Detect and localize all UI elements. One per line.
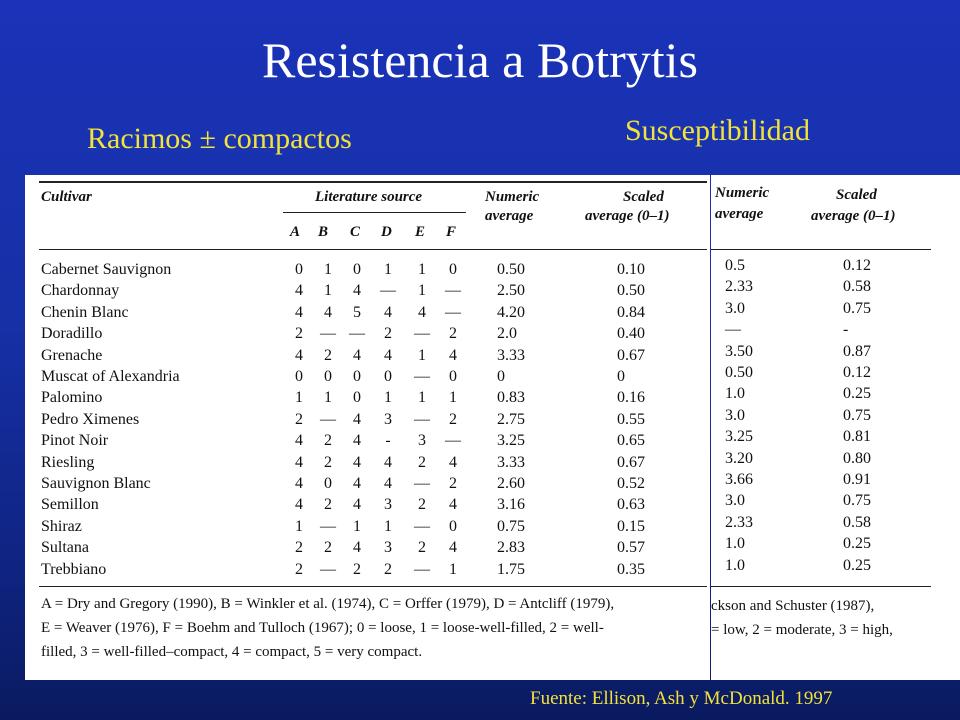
- subtitle-susceptibility: Susceptibilidad: [625, 114, 810, 147]
- source-score-f: 0: [449, 368, 457, 385]
- susceptibility-scaled: 0.25: [843, 556, 871, 574]
- source-score-b: 0: [324, 368, 332, 385]
- table-row: [25, 409, 710, 430]
- table-row: [25, 537, 710, 558]
- source-score-d: —: [380, 282, 396, 300]
- numeric-average: 0: [497, 368, 505, 385]
- subtitle-cluster-compactness: Racimos ± compactos: [87, 122, 352, 155]
- susceptibility-numeric: 3.0: [725, 406, 745, 424]
- source-score-a: 1: [295, 389, 303, 407]
- susceptibility-scaled: 0.75: [843, 406, 871, 424]
- source-score-f: 4: [449, 496, 457, 514]
- right-header-scaled-1: Scaled: [836, 187, 877, 203]
- right-table-row: [711, 383, 960, 404]
- numeric-average: 2.75: [497, 410, 525, 428]
- table-bottom-rule: [39, 586, 707, 587]
- susceptibility-numeric: 3.25: [725, 428, 753, 446]
- susceptibility-numeric: 1.0: [725, 385, 745, 403]
- header-cultivar: Cultivar: [41, 189, 92, 205]
- source-score-d: -: [385, 432, 391, 450]
- scaled-average: 0.16: [617, 389, 645, 407]
- source-score-f: 1: [449, 389, 457, 407]
- susceptibility-numeric: 2.33: [725, 278, 753, 296]
- source-score-c: 4: [353, 282, 361, 300]
- header-col-d: D: [381, 224, 392, 240]
- source-score-c: 0: [353, 389, 361, 407]
- header-bottom-rule: [39, 249, 707, 250]
- source-score-f: 2: [449, 325, 457, 343]
- susceptibility-scaled: -: [843, 321, 849, 339]
- source-score-d: 4: [384, 346, 392, 364]
- source-score-b: 1: [324, 282, 332, 300]
- table-row: [25, 387, 710, 408]
- susceptibility-numeric: 3.20: [725, 449, 753, 467]
- header-scaled-2: average (0–1): [585, 208, 670, 224]
- source-score-b: —: [320, 325, 336, 343]
- header-col-f: F: [446, 224, 457, 240]
- cultivar-name: Cabernet Sauvignon: [41, 261, 172, 278]
- source-score-d: 3: [384, 496, 392, 514]
- cultivar-name: Semillon: [41, 496, 99, 514]
- cultivar-name: Sultana: [41, 539, 89, 557]
- table-row: [25, 452, 710, 473]
- source-score-b: 2: [324, 539, 332, 557]
- cultivar-name: Trebbiano: [41, 560, 107, 578]
- cultivar-name: Pinot Noir: [41, 432, 109, 450]
- source-score-e: 1: [418, 282, 426, 300]
- source-score-f: —: [445, 303, 461, 321]
- source-score-c: 4: [353, 432, 361, 450]
- susceptibility-scaled: 0.58: [843, 513, 871, 531]
- numeric-average: 2.50: [497, 282, 525, 300]
- source-score-a: 4: [295, 496, 303, 514]
- cultivar-name: Doradillo: [41, 325, 103, 343]
- source-score-a: 4: [295, 475, 303, 492]
- source-score-f: 1: [449, 560, 457, 578]
- source-score-c: 5: [353, 303, 361, 321]
- slide-title: Resistencia a Botrytis: [261, 32, 699, 88]
- scaled-average: 0.35: [617, 560, 645, 578]
- right-header-numeric-1: Numeric: [715, 185, 770, 201]
- susceptibility-numeric: 3.0: [725, 492, 745, 510]
- header-scaled-1: Scaled: [623, 189, 664, 205]
- source-score-e: 2: [418, 453, 426, 471]
- source-score-c: 0: [353, 368, 361, 385]
- scaled-average: 0.67: [617, 346, 645, 364]
- source-score-a: 2: [295, 325, 303, 343]
- numeric-average: 0.83: [497, 389, 525, 407]
- source-score-d: 3: [384, 539, 392, 557]
- source-score-c: 4: [353, 453, 361, 471]
- source-score-e: —: [414, 368, 430, 385]
- source-score-c: 2: [353, 560, 361, 578]
- scaled-average: 0.15: [617, 517, 645, 535]
- numeric-average: 3.25: [497, 432, 525, 450]
- scaled-average: 0.40: [617, 325, 645, 343]
- source-score-c: 4: [353, 539, 361, 557]
- scaled-average: 0.65: [617, 432, 645, 450]
- source-score-d: 1: [384, 261, 392, 278]
- source-score-e: 2: [418, 539, 426, 557]
- source-score-e: 1: [418, 346, 426, 364]
- source-score-a: 2: [295, 410, 303, 428]
- numeric-average: 3.33: [497, 453, 525, 471]
- right-table-row: [711, 276, 960, 297]
- source-citation: Fuente: Ellison, Ash y McDonald. 1997: [530, 688, 833, 709]
- scaled-average: 0.55: [617, 410, 645, 428]
- source-score-c: 4: [353, 346, 361, 364]
- header-numeric-2: average: [485, 208, 534, 224]
- susceptibility-numeric: 3.0: [725, 299, 745, 317]
- table-row: [25, 345, 710, 366]
- source-score-a: 2: [295, 539, 303, 557]
- source-score-f: 0: [449, 517, 457, 535]
- header-col-e: E: [415, 224, 426, 240]
- right-bottom-rule: [711, 586, 931, 587]
- numeric-average: 2.0: [497, 325, 517, 343]
- right-table-row: [711, 426, 960, 447]
- susceptibility-numeric: 1.0: [725, 556, 745, 574]
- right-table-row: [711, 448, 960, 469]
- header-col-c: C: [350, 224, 361, 240]
- source-score-f: 4: [449, 453, 457, 471]
- scaled-average: 0.57: [617, 539, 645, 557]
- compactness-table: [25, 175, 710, 680]
- numeric-average: 2.60: [497, 475, 525, 492]
- susceptibility-scaled: 0.75: [843, 299, 871, 317]
- susceptibility-numeric: 3.50: [725, 342, 753, 360]
- susceptibility-numeric: —: [725, 321, 741, 339]
- table-row: [25, 366, 710, 387]
- right-table-row: [711, 298, 960, 319]
- susceptibility-scaled: 0.81: [843, 428, 871, 446]
- scaled-average: 0.50: [617, 282, 645, 300]
- susceptibility-scaled: 0.91: [843, 471, 871, 488]
- source-score-a: 0: [295, 261, 303, 278]
- header-literature-source: Literature source: [315, 189, 423, 205]
- susceptibility-scaled: 0.75: [843, 492, 871, 510]
- cultivar-name: Sauvignon Blanc: [41, 475, 151, 492]
- cultivar-name: Muscat of Alexandria: [41, 368, 180, 385]
- source-score-e: 4: [418, 303, 426, 321]
- table-top-rule: [39, 181, 707, 183]
- source-score-a: 4: [295, 453, 303, 471]
- table-row: [25, 430, 710, 451]
- footnote-line-2: E = Weaver (1976), F = Boehm and Tulloch (1967); 0 = loose, 1 = loose-well-filled, 2 = well-: [41, 620, 604, 636]
- source-score-e: 2: [418, 496, 426, 514]
- source-score-b: 0: [324, 475, 332, 492]
- right-footnote-line-1: ckson and Schuster (1987),: [711, 598, 875, 614]
- scaled-average: 0.52: [617, 475, 645, 492]
- source-score-a: 4: [295, 346, 303, 364]
- source-score-c: 4: [353, 475, 361, 492]
- table-row: [25, 559, 710, 580]
- source-score-a: 1: [295, 517, 303, 535]
- numeric-average: 0.75: [497, 517, 525, 535]
- numeric-average: 2.83: [497, 539, 525, 557]
- source-score-c: 1: [353, 517, 361, 535]
- source-score-e: —: [414, 325, 430, 343]
- source-score-d: 2: [384, 325, 392, 343]
- right-table-row: [711, 555, 960, 576]
- table-row: [25, 302, 710, 323]
- scaled-average: 0.84: [617, 303, 645, 321]
- source-score-b: —: [320, 517, 336, 535]
- source-score-d: 4: [384, 303, 392, 321]
- source-score-a: 4: [295, 432, 303, 450]
- numeric-average: 3.33: [497, 346, 525, 364]
- scaled-average: 0.10: [617, 261, 645, 278]
- source-score-f: 4: [449, 346, 457, 364]
- susceptibility-numeric: 3.66: [725, 471, 753, 488]
- source-score-b: 2: [324, 346, 332, 364]
- source-score-e: 3: [418, 432, 426, 450]
- right-table-row: [711, 341, 960, 362]
- susceptibility-table: [711, 175, 960, 680]
- source-score-d: 1: [384, 517, 392, 535]
- source-score-f: 0: [449, 261, 457, 278]
- source-score-d: 4: [384, 475, 392, 492]
- footnote-line-1: A = Dry and Gregory (1990), B = Winkler et al. (1974), C = Orffer (1979), D = Antcliff (1979),: [41, 596, 615, 612]
- cultivar-name: Chenin Blanc: [41, 303, 129, 321]
- source-score-d: 3: [384, 410, 392, 428]
- right-header-rule: [711, 249, 931, 250]
- source-score-d: 2: [384, 560, 392, 578]
- table-row: [25, 473, 710, 494]
- right-table-row: [711, 362, 960, 383]
- source-score-b: 1: [324, 389, 332, 407]
- source-score-c: 0: [353, 261, 361, 278]
- scaled-average: 0.67: [617, 453, 645, 471]
- source-score-f: —: [445, 282, 461, 300]
- cultivar-name: Chardonnay: [41, 282, 120, 300]
- susceptibility-scaled: 0.25: [843, 535, 871, 553]
- right-table-row: [711, 405, 960, 426]
- source-score-a: 0: [295, 368, 303, 385]
- scaled-average: 0.63: [617, 496, 645, 514]
- source-score-e: —: [414, 410, 430, 428]
- susceptibility-scaled: 0.87: [843, 342, 871, 360]
- source-score-b: 4: [324, 303, 332, 321]
- source-score-a: 2: [295, 560, 303, 578]
- cultivar-name: Palomino: [41, 389, 103, 407]
- source-score-f: 2: [449, 410, 457, 428]
- header-col-a: A: [290, 224, 301, 240]
- right-table-row: [711, 490, 960, 511]
- numeric-average: 0.50: [497, 261, 525, 278]
- source-score-e: —: [414, 517, 430, 535]
- numeric-average: 1.75: [497, 560, 525, 578]
- source-score-c: 4: [353, 410, 361, 428]
- susceptibility-numeric: 0.50: [725, 364, 753, 381]
- right-footnote-line-2: = low, 2 = moderate, 3 = high,: [711, 622, 893, 638]
- source-score-f: 2: [449, 475, 457, 492]
- source-score-b: 2: [324, 453, 332, 471]
- source-score-e: —: [414, 475, 430, 492]
- susceptibility-scaled: 0.25: [843, 385, 871, 403]
- table-row: [25, 280, 710, 301]
- right-table-row: [711, 533, 960, 554]
- source-score-d: 4: [384, 453, 392, 471]
- table-row: [25, 323, 710, 344]
- right-header-scaled-2: average (0–1): [811, 208, 896, 224]
- susceptibility-numeric: 0.5: [725, 257, 745, 274]
- numeric-average: 4.20: [497, 303, 525, 321]
- source-score-f: —: [445, 432, 461, 450]
- susceptibility-scaled: 0.12: [843, 257, 871, 274]
- susceptibility-scaled: 0.80: [843, 449, 871, 467]
- numeric-average: 3.16: [497, 496, 525, 514]
- source-score-b: 2: [324, 432, 332, 450]
- footnote-line-3: filled, 3 = well-filled–compact, 4 = compact, 5 = very compact.: [41, 644, 423, 660]
- header-numeric-1: Numeric: [485, 189, 540, 205]
- source-score-c: 4: [353, 496, 361, 514]
- source-score-b: 2: [324, 496, 332, 514]
- source-score-e: —: [414, 560, 430, 578]
- cultivar-name: Shiraz: [41, 517, 82, 535]
- source-score-d: 0: [384, 368, 392, 385]
- source-score-b: —: [320, 560, 336, 578]
- right-table-row: [711, 319, 960, 340]
- cultivar-name: Pedro Ximenes: [41, 410, 140, 428]
- susceptibility-numeric: 2.33: [725, 513, 753, 531]
- header-col-b: B: [318, 224, 329, 240]
- table-row: [25, 494, 710, 515]
- right-table-row: [711, 512, 960, 533]
- cultivar-name: Grenache: [41, 346, 103, 364]
- table-row: [25, 516, 710, 537]
- source-score-a: 4: [295, 303, 303, 321]
- source-score-d: 1: [384, 389, 392, 407]
- susceptibility-numeric: 1.0: [725, 535, 745, 553]
- source-score-b: 1: [324, 261, 332, 278]
- susceptibility-scaled: 0.12: [843, 364, 871, 381]
- literature-source-rule: [283, 212, 466, 213]
- scaled-average: 0: [617, 368, 625, 385]
- source-score-e: 1: [418, 261, 426, 278]
- table-row: [25, 259, 710, 280]
- source-score-e: 1: [418, 389, 426, 407]
- right-table-row: [711, 469, 960, 490]
- right-table-row: [711, 255, 960, 276]
- source-score-c: —: [349, 325, 365, 343]
- source-score-f: 4: [449, 539, 457, 557]
- source-score-b: —: [320, 410, 336, 428]
- cultivar-name: Riesling: [41, 453, 95, 471]
- source-score-a: 4: [295, 282, 303, 300]
- right-header-numeric-2: average: [715, 206, 764, 222]
- susceptibility-scaled: 0.58: [843, 278, 871, 296]
